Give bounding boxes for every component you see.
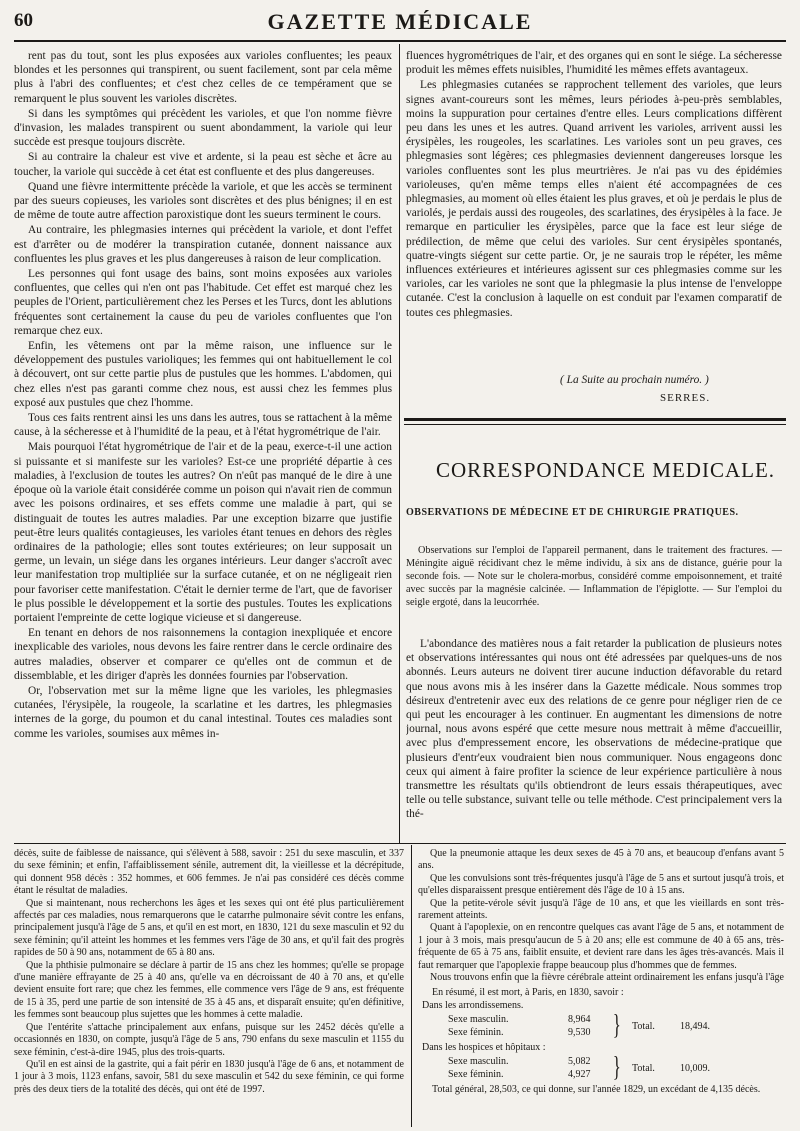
- paragraph: Que si maintenant, nous recherchons les âges et les sexes qui ont été plus particulièrement affectés par ces maladies, nous remarquerons que le catarrhe pulmonaire sévit contre les enfans, principalement jusqu'à l'âge de 5 ans, et qu'il en est mort, en 1830, 121 du sexe masculin et 92 du sexe féminin; qu'il atteint les hommes et les femmes vers l'âge de 30 ans, et qu'il fait des progrès rapides de 50 à 90 ans, notamment de 65 à 80 ans.: [14, 897, 404, 959]
- g1-female-count: 9,530: [568, 1027, 591, 1038]
- section-title: CORRESPONDANCE MEDICALE.: [436, 458, 776, 482]
- paragraph: Si au contraire la chaleur est vive et ardente, si la peau est sèche et âcre au toucher, la variole qui succède à cet état est confluente et des plus dangereuses.: [14, 151, 392, 178]
- footer-rule: [14, 843, 786, 844]
- paragraph: Que la petite-vérole sévit jusqu'à l'âge de 10 ans, et que les vieillards en sont très-rarement atteints.: [418, 897, 784, 922]
- female-label: Sexe féminin.: [448, 1027, 504, 1038]
- column-divider: [399, 44, 400, 844]
- paragraph: En tenant en dehors de nos raisonnemens la contagion inexpliquée et encore inexplicable des varioles, nous devons les faire rentrer dans le cercle ordinaire des autres maladies, observer et comparer ce qu'elles ont de commun et de dissemblable, et les diriger d'après les données fournies par l'observation.: [14, 627, 392, 682]
- paragraph: Que la pneumonie attaque les deux sexes de 45 à 70 ans, et beaucoup d'enfans avant 5 ans.: [418, 848, 784, 872]
- author-signature: SERRES.: [660, 392, 711, 404]
- summary-intro: En résumé, il est mort, à Paris, en 1830, savoir :: [432, 987, 624, 998]
- paragraph: Nous trouvons enfin que la fièvre cérébrale atteint ordinairement les enfans jusqu'à l'âge: [430, 972, 784, 984]
- g2-total: 10,009.: [680, 1063, 710, 1074]
- section-rule: [404, 418, 786, 421]
- right-column-top: [406, 49, 782, 407]
- paragraph: Quand une fièvre intermittente précède la variole, et que les accès se terminent par des sueurs copieuses, les varioles sont discrètes et des plus bénignes; il en est de même de toute autre affection paroxistique dont les sueurs terminent le cours.: [14, 180, 392, 222]
- group-hospices-label: Dans les hospices et hôpitaux :: [422, 1042, 546, 1053]
- paragraph: Les personnes qui font usage des bains, sont moins exposées aux varioles confluentes, que celles qui n'en ont pas l'habitude. Cet effet est marqué chez les peuples de l'Orient, particulièrement chez les Perses et les Turcs, dont les ablutions fréquentes sont certainement la cause du peu de varioles confluentes que l'on remarque chez eux.: [14, 268, 392, 337]
- brace: }: [612, 1010, 621, 1041]
- continuation-note: ( La Suite au prochain numéro. ): [560, 374, 709, 386]
- paragraph: Au contraire, les phlegmasies internes qui précèdent la variole, et dont l'effet est d'arrêter ou de modérer la transpiration cutanée, donnent naissance aux confluentes les plus graves et les plus dangereuses à raison de leur complication.: [14, 224, 392, 265]
- g1-male-count: 8,964: [568, 1014, 591, 1025]
- footer-right-column: [418, 848, 784, 985]
- paragraph: Que les convulsions sont très-fréquentes jusqu'à l'âge de 5 ans et surtout jusqu'à trois, et qu'elles disparaissent presque entièrement dès l'âge de 10 à 15 ans.: [418, 872, 784, 897]
- paragraph: Mais pourquoi l'état hygrométrique de l'air et de la peau, exerce-t-il une action si puissante et si manifeste sur les varioles? Est-ce une propriété départie à ces maladies, à l'exclusion de toutes les autres? On n'eût pas manqué de le dire à une époque où la variole était considérée comme un poison qui n'avait rien de commun avec les poisons ordinaires, et ses effets comme une maladie à part, qui se distinguait de toutes les autres maladies. Par une exception bizarre que justifie peut-être leurs qualités contagieuses, les varioles étant tenues en dehors des règles ordinaires de la pathologie; elles sont toutes extérieures; on leur supposait un germe, un levain, un siége dans les organes intérieurs. Leur danger s'accroît avec leur manifestation trop multipliée sur la surface cutanée, et on ne négligeait rien pour favoriser cette manifestation. C'était le dernier terme de l'art, que de favoriser le plus possible le développement et la sortie des pustules. Toutes les explications portaient l'empreinte de cette logique vicieuse et si dangereuse.: [14, 441, 392, 624]
- g1-total: 18,494.: [680, 1021, 710, 1032]
- footer-column-divider: [411, 845, 412, 1127]
- g2-total-label: Total.: [632, 1063, 655, 1074]
- paragraph: rent pas du tout, sont les plus exposées aux varioles confluentes; les peaux blondes et les personnes qui transpirent, ou suent facilement, sont par cela même plus à l'abri des confluentes; et c'est chez celles de ce tempérament que se remarquent le plus souvent les varioles discrètes.: [14, 50, 392, 105]
- page-header: [14, 6, 786, 42]
- female-label: Sexe féminin.: [448, 1069, 504, 1080]
- paragraph: Enfin, les vêtemens ont par la même raison, une influence sur le développement des pustules varioliques; les femmes qui ont habituellement le col à découvert, ont sur cette partie plus de pustules que les hommes. L'abdomen, qui chez elles n'est pas garanti comme chez nous, est aussi chez les femmes plus exposé aux pustules que chez l'homme.: [14, 340, 392, 409]
- footer-left-column: [14, 848, 404, 1130]
- paragraph: Tous ces faits rentrent ainsi les uns dans les autres, tous se rattachent à la même cause, à la sécheresse et à l'humidité de la peau, et à l'état hygrométrique de l'air.: [14, 412, 392, 439]
- section-rule-thin: [404, 424, 786, 425]
- paragraph: Si dans les symptômes qui précèdent les varioles, et que l'on nomme fièvre d'invasion, les malades transpirent ou suent abondamment, la variole qui leur succède est presque toujours discrète.: [14, 107, 392, 149]
- group-arrondissemens-label: Dans les arrondissemens.: [422, 1000, 524, 1011]
- paragraph: Que l'entérite s'attache principalement aux enfans, puisque sur les 2452 décès qu'elle a occasionnés en 1830, on compte, jusqu'à l'âge de 5 ans, 790 enfans du sexe masculin et 1155 du sexe féminin, c'est-à-dire 1945, plus des trois-quarts.: [14, 1021, 404, 1058]
- left-column: [14, 49, 392, 837]
- paragraph: Qu'il en est ainsi de la gastrite, qui a fait périr en 1830 jusqu'à l'âge de 6 ans, et notamment de 1 jour à 3 mois, 1123 enfans, savoir, 581 du sexe masculin et 542 du sexe féminin, ce qui forme près des deux tiers de la totalité des décès, qui ont été de 1997.: [14, 1058, 404, 1095]
- paragraph: L'abondance des matières nous a fait retarder la publication de plusieurs notes et observations intéressantes qui nous ont été adressées par quelques-uns de nos abonnés. Leurs auteurs ne doivent tirer aucune induction défavorable du retard que nous avons mis à les insérer dans la Gazette médicale. Nous sommes trop désireux d'entretenir avec eux des relations de ce genre pour négliger rien de ce qui peut les encourager à les continuer. En augmentant les dimensions de notre journal, nous avons espéré que cette mesure nous mettrait à même d'accueillir, avec plus d'empressement encore, les observations de médecine-pratique que plusieurs d'entr'eux voudraient bien nous communiquer. Nous engageons donc ceux qui aiment à faire profiter la science de leur expérience particulière à nous transmettre les résultats qu'ils obtiendront de leurs essais thérapeutiques, avec telle ou telle substance, suivant telle ou telle méthode. C'est principalement vers la thé-: [406, 638, 782, 821]
- paragraph: Or, l'observation met sur la même ligne que les varioles, les phlegmasies cutanées, l'érysipèle, la rougeole, la scarlatine et les dartres, les phlegmasies internes de la gorge, du poumon et du canal intestinal. Toutes ces maladies sont comme les varioles, soumises aux mêmes in-: [14, 684, 392, 740]
- section-subtitle: OBSERVATIONS DE MÉDECINE ET DE CHIRURGIE PRATIQUES.: [406, 507, 739, 518]
- grand-total: Total général, 28,503, ce qui donne, sur l'année 1829, un excédant de 4,135 décès.: [432, 1084, 761, 1095]
- paragraph: fluences hygrométriques de l'air, et des organes qui en sont le siége. La sécheresse produit les mêmes effets nuisibles, l'humidité les mêmes effets avantageux.: [406, 50, 782, 77]
- brace: }: [612, 1052, 621, 1083]
- male-label: Sexe masculin.: [448, 1014, 509, 1025]
- paragraph: Que la phthisie pulmonaire se déclare à partir de 15 ans chez les hommes; qu'elle se propage d'une manière effrayante de 25 à 40 ans, qu'elle va en décroissant de 40 à 70 ans, et qu'elle devient ensuite fort rare; que chez les femmes, elle commence vers l'âge de 9 ans, est fréquente de 15 à 35, perd une partie de son intensité de 35 à 45 ans, et disparaît ensuite; qu'en définitive, les femmes sont beaucoup plus sujettes que les hommes à cette maladie.: [14, 959, 404, 1021]
- g1-total-label: Total.: [632, 1021, 655, 1032]
- g2-female-count: 4,927: [568, 1069, 591, 1080]
- g2-male-count: 5,082: [568, 1056, 591, 1067]
- paragraph: décès, suite de faiblesse de naissance, qui s'élèvent à 588, savoir : 251 du sexe masculin, et 337 du sexe féminin; et enfin, l'affaiblissement sénile, autrement dit, la vieillesse et la décrépitude, qui donnent 958 décès : 352 hommes, et 606 femmes. Je n'ai pas considéré ces décès comme étant le résultat de maladies.: [14, 848, 404, 897]
- section-summary: [406, 544, 782, 609]
- summary-text: Observations sur l'emploi de l'appareil permanent, dans le traitement des fractures. — Méningite aiguë récidivant chez le même individu, à six ans de distance, guérie pour la seconde fois. — Note sur le cholera-morbus, considéré comme empoisonnement, et traité avec succès par la magnésie calcinée. — Inflammation de l'épiglotte. — Sur l'emploi du seigle ergoté, dans la leucorrhée.: [406, 545, 782, 608]
- right-column-bottom: [406, 637, 782, 837]
- page-number: 60: [14, 10, 33, 31]
- journal-title: GAZETTE MÉDICALE: [267, 9, 533, 34]
- paragraph: Les phlegmasies cutanées se rapprochent tellement des varioles, que leurs signes avant-coureurs sont les mêmes, leurs périodes à-peu-près semblables, moins la suppuration pour certaines d'entre elles. Leurs complications diffèrent peu dans les unes et les autres. Quand arrivent les varioles, arrivent aussi les érysipèles, les rougeoles, les scarlatines. Les varioles sont un peu graves, ces phlegmasies sont légères; ces phlegmasies deviennent dangereuses lorsque les varioles confluentes sont les plus meurtrières. Je n'ai pas vu des épidémies varioleuses, qu'en même temps elles n'aient été accompagnées de ces phlegmasies, au moment où elles étaient les plus graves, et où je perdais le plus de variolés, je perdais aussi des rougeoles, des scarlatines, des érysipèles à la face. Je remarque en particulier les érysipèles, parce que la face est leur siége de prédilection, de même que celui des varioles. Sur cent érysipèles spontanés, quatre-vingts siégent sur cette partie. Or, je ne saurais trop le répéter, les même influences extérieures et intérieures agissent sur ces phlegmasies comme sur les varioles, car les varioles ne sont que la phlegmasie la plus intense de l'enveloppe cutanée. C'est la conclusion à laquelle on est conduit par l'examen comparatif de toutes ces phlegmasies.: [406, 79, 782, 319]
- paragraph: Quant à l'apoplexie, on en rencontre quelques cas avant l'âge de 5 ans, et notamment de 1 jour à 3 mois, mais presqu'aucun de 5 à 20 ans; elle est commune de 40 à 65 ans, très-fréquente de 65 à 75 ans, faiblit ensuite, et devient rare dans les âges très-avancés. Mais il faut remarquer que l'apoplexie frappe beaucoup plus d'hommes que de femmes.: [418, 922, 784, 971]
- male-label: Sexe masculin.: [448, 1056, 509, 1067]
- mortality-summary: [418, 987, 784, 1127]
